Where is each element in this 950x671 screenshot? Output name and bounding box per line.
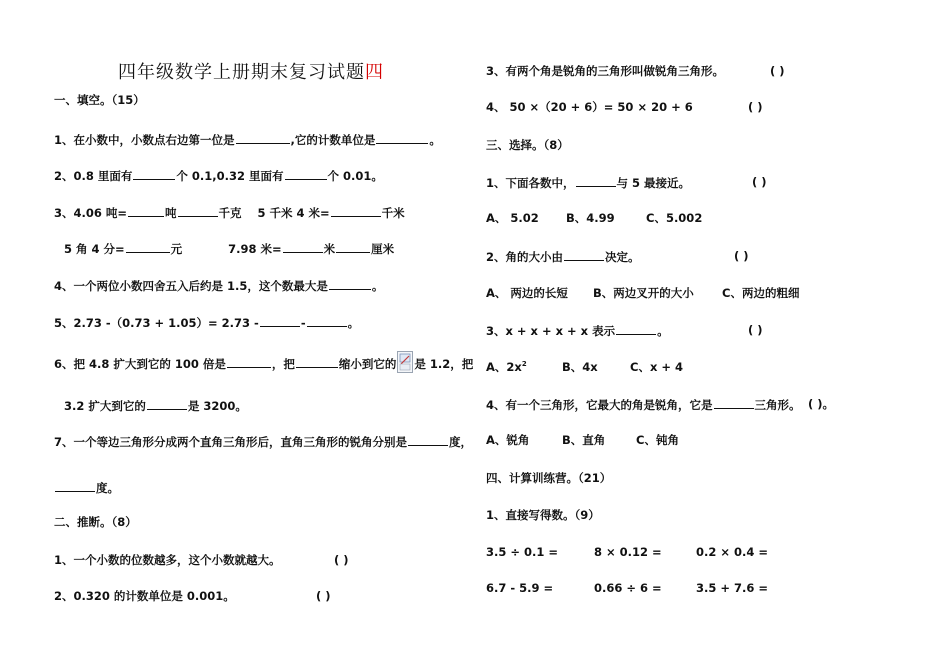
section-2-heading: 二、推断。（8） bbox=[54, 515, 137, 529]
choice-b[interactable]: B、4x bbox=[562, 360, 598, 374]
choice-question-2: 2、角的大小由 决定。 bbox=[486, 250, 640, 264]
answer-blank[interactable] bbox=[285, 167, 327, 180]
answer-parentheses[interactable]: ( ) bbox=[316, 589, 331, 603]
fill-question-6-cont: 3.2 扩大到它的 是 3200。 bbox=[64, 399, 247, 413]
answer-blank[interactable] bbox=[55, 479, 95, 492]
answer-blank[interactable] bbox=[147, 397, 187, 410]
fill-question-2: 2、0.8 里面有 个 0.1,0.32 里面有 个 0.01。 bbox=[54, 169, 383, 183]
answer-parentheses[interactable]: ( )。 bbox=[808, 397, 835, 411]
section-3-heading: 三、选择。（8） bbox=[486, 138, 569, 152]
answer-blank[interactable] bbox=[329, 277, 371, 290]
choice-a[interactable]: A、 5.02 bbox=[486, 211, 539, 225]
answer-blank[interactable] bbox=[714, 396, 754, 409]
fill-question-3-cont: 5 角 4 分= 元 7.98 米= 米 厘米 bbox=[64, 242, 395, 256]
calc-item: 3.5 + 7.6 = bbox=[696, 581, 769, 595]
answer-blank[interactable] bbox=[616, 322, 656, 335]
answer-blank[interactable] bbox=[331, 204, 381, 217]
page-title bbox=[118, 58, 384, 84]
choice-question-4: 4、有一个三角形，它最大的角是锐角，它是 三角形。 bbox=[486, 398, 801, 412]
section-4-subheading: 1、直接写得数。（9） bbox=[486, 508, 600, 522]
fill-question-5: 5、2.73 -（0.73 + 1.05）= 2.73 - - 。 bbox=[54, 316, 360, 330]
choice-c[interactable]: C、钝角 bbox=[636, 433, 679, 447]
fill-question-7-cont: 度。 bbox=[54, 479, 119, 496]
fill-question-4: 4、一个两位小数四舍五入后约是 1.5，这个数最大是 。 bbox=[54, 279, 384, 293]
fill-question-3: 3、4.06 吨= 吨 千克 5 千米 4 米= 千米 bbox=[54, 206, 405, 220]
answer-blank[interactable] bbox=[564, 248, 604, 261]
choice-c[interactable]: C、5.002 bbox=[646, 211, 703, 225]
judge-question-2: 2、0.320 的计数单位是 0.001。 bbox=[54, 589, 235, 603]
calc-item: 8 × 0.12 = bbox=[594, 545, 662, 559]
answer-blank[interactable] bbox=[133, 167, 175, 180]
choice-c[interactable]: C、两边的粗细 bbox=[722, 286, 800, 300]
choice-a[interactable]: A、 两边的长短 bbox=[486, 286, 568, 300]
calc-item: 0.66 ÷ 6 = bbox=[594, 581, 662, 595]
answer-blank[interactable] bbox=[376, 131, 428, 144]
choice-b[interactable]: B、4.99 bbox=[566, 211, 615, 225]
choice-a[interactable]: A、$2x^2$ bbox=[486, 360, 527, 374]
answer-parentheses[interactable]: ( ) bbox=[334, 553, 349, 567]
answer-blank[interactable] bbox=[283, 240, 323, 253]
answer-blank[interactable] bbox=[128, 204, 164, 217]
answer-blank[interactable] bbox=[296, 355, 338, 368]
answer-blank[interactable] bbox=[576, 174, 616, 187]
answer-blank[interactable] bbox=[178, 204, 218, 217]
answer-blank[interactable] bbox=[126, 240, 170, 253]
section-1-heading: 一、填空。（15） bbox=[54, 93, 145, 107]
choice-question-1: 1、下面各数中， 与 5 最接近。 bbox=[486, 176, 691, 190]
calc-item: 3.5 ÷ 0.1 = bbox=[486, 545, 559, 559]
answer-blank[interactable] bbox=[336, 240, 370, 253]
section-4-heading: 四、计算训练营。（21） bbox=[486, 471, 612, 485]
choice-question-3: 3、x + x + x + x 表示 。 bbox=[486, 324, 669, 338]
answer-parentheses[interactable]: ( ) bbox=[770, 64, 785, 78]
title-highlight: 四 bbox=[365, 62, 384, 83]
answer-parentheses[interactable]: ( ) bbox=[748, 323, 763, 337]
choice-b[interactable]: B、直角 bbox=[562, 433, 606, 447]
fill-question-1: 1、在小数中，小数点右边第一位是 ,它的计数单位是 。 bbox=[54, 133, 441, 147]
judge-question-4: 4、 50 ×（20 + 6）= 50 × 20 + 6 bbox=[486, 100, 693, 114]
answer-blank[interactable] bbox=[260, 314, 300, 327]
fill-question-7: 7、一个等边三角形分成两个直角三角形后，直角三角形的锐角分别是 度， bbox=[54, 435, 472, 449]
answer-parentheses[interactable]: ( ) bbox=[734, 249, 749, 263]
choice-a[interactable]: A、锐角 bbox=[486, 433, 530, 447]
calc-item: 6.7 - 5.9 = bbox=[486, 581, 554, 595]
answer-blank[interactable] bbox=[227, 355, 271, 368]
calc-item: 0.2 × 0.4 = bbox=[696, 545, 769, 559]
choice-b[interactable]: B、两边叉开的大小 bbox=[593, 286, 694, 300]
fill-question-6: 6、把 4.8 扩大到它的 100 倍是 ，把 缩小到它的 是 1.2，把 bbox=[54, 351, 473, 373]
answer-blank[interactable] bbox=[236, 131, 290, 144]
answer-parentheses[interactable]: ( ) bbox=[752, 175, 767, 189]
fraction-image-icon bbox=[397, 351, 413, 373]
answer-parentheses[interactable]: ( ) bbox=[748, 100, 763, 114]
title-main: 四年级数学上册期末复习试题 bbox=[118, 62, 365, 83]
judge-question-1: 1、一个小数的位数越多，这个小数就越大。 bbox=[54, 553, 281, 567]
choice-c[interactable]: C、x + 4 bbox=[630, 360, 684, 374]
answer-blank[interactable] bbox=[408, 433, 448, 446]
judge-question-3: 3、有两个角是锐角的三角形叫做锐角三角形。 bbox=[486, 64, 724, 78]
answer-blank[interactable] bbox=[307, 314, 347, 327]
